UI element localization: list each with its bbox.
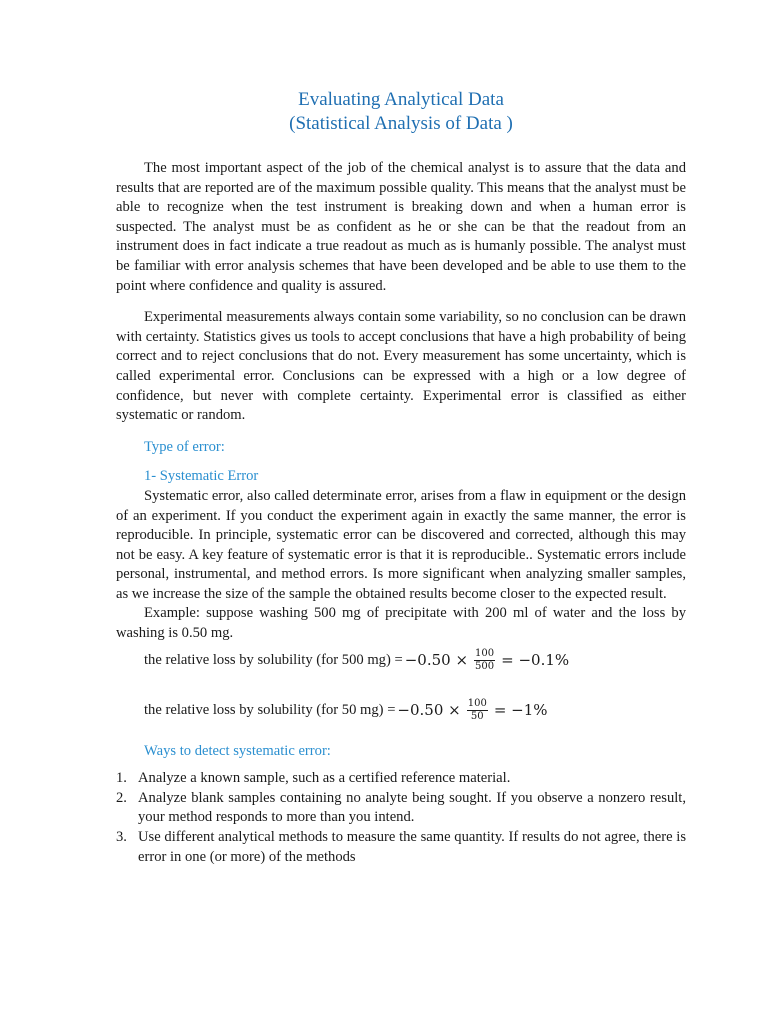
page-subtitle: (Statistical Analysis of Data ): [289, 113, 513, 134]
list-item-text: Use different analytical methods to measure the same quantity. If results do not agree, there is error in one (or more) of the methods: [138, 829, 686, 865]
equation-coefficient: −0.50 ×: [397, 700, 461, 719]
type-of-error-heading: Type of error:: [144, 438, 225, 455]
list-item-text: Analyze a known sample, such as a certified reference material.: [138, 770, 511, 787]
list-item-number: 2.: [116, 789, 127, 806]
list-item: [116, 789, 686, 828]
example-paragraph: Example: suppose washing 500 mg of precipitate with 200 ml of water and the loss by washing is 0.50 mg.: [116, 605, 686, 642]
intro-paragraph: The most important aspect of the job of the chemical analyst is to assure that the data and results that are reported are of the maximum possible quality. This means that the analyst must be able to recognize when the test instrument is breaking down and when a human error is suspected. The analyst must be as confident as he or she can be that the readout from an instrument does in fact indicate a true readout as much as is humanly possible. The analyst must be familiar with error analysis schemes that have been developed and be able to use them to the point where confidence and quality is assured.: [116, 160, 686, 294]
ways-to-detect-heading: Ways to detect systematic error:: [144, 742, 331, 759]
fraction-denominator: 500: [475, 661, 495, 673]
page-title: Evaluating Analytical Data: [298, 89, 504, 110]
equation-math: [405, 648, 569, 673]
systematic-error-paragraph: Systematic error, also called determinate error, arises from a flaw in equipment or the design of an experiment. If you conduct the experiment again in exactly the same manner, the error is reproducible. In principle, systematic error can be discovered and corrected, although this may not be easy. A key feature of systematic error is that it is reproducible.. Systematic errors include personal, instrumental, and method errors. Is more significant when analyzing smaller samples, as we increase the size of the sample the obtained results become closer to the expected result.: [116, 487, 686, 602]
equation-result: = −0.1%: [501, 650, 570, 669]
equation-result: = −1%: [493, 700, 548, 719]
list-item-text: Analyze blank samples containing no analyte being sought. If you observe a nonzero result, your method responds to more than you intend.: [138, 789, 686, 826]
equation-coefficient: −0.50 ×: [404, 650, 469, 669]
fraction-numerator: 100: [475, 648, 495, 660]
equation-fraction: [474, 648, 495, 673]
equation-50mg: [144, 694, 686, 728]
equation-fraction: [467, 698, 488, 723]
title-block: [116, 88, 686, 136]
fraction-denominator: 50: [470, 711, 484, 723]
document-page: [116, 88, 686, 867]
systematic-error-heading: 1- Systematic Error: [144, 468, 259, 485]
equation-500mg: [144, 644, 686, 678]
list-item-number: 1.: [116, 770, 127, 787]
list-item: [116, 828, 686, 867]
list-item: [116, 769, 686, 789]
equation-math: [397, 698, 547, 723]
detect-methods-list: [116, 769, 686, 867]
equation-label: the relative loss by solubility (for 500 mg) =: [144, 651, 403, 668]
fraction-numerator: 100: [467, 698, 487, 710]
equation-label: the relative loss by solubility (for 50 mg) =: [144, 701, 396, 718]
variability-paragraph: Experimental measurements always contain some variability, so no conclusion can be drawn with certainty. Statistics gives us tools to accept conclusions that have a high probability of being correct and to reject conclusions that do not. Every measurement has some uncertainty, which is called experimental error. Conclusions can be expressed with a high or a low degree of confidence, but never with complete certainty. Experimental error is classified as either systematic or random.: [116, 309, 686, 424]
list-item-number: 3.: [116, 829, 127, 846]
